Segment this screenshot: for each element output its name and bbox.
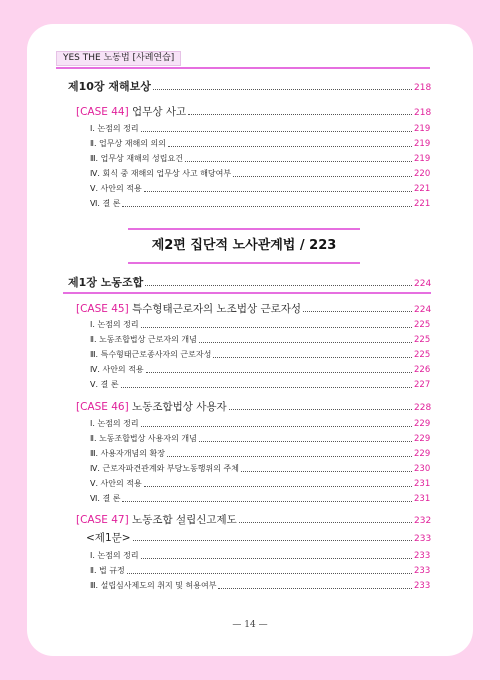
- toc-label: Ⅰ. 논점의 정리: [90, 124, 139, 133]
- toc-label: <제1문>: [86, 532, 131, 544]
- toc-label: 제1장 노동조합: [68, 276, 144, 289]
- toc-page: 219: [414, 124, 431, 134]
- toc-item[interactable]: [90, 122, 430, 136]
- leader-dots: [144, 191, 412, 192]
- leader-dots: [121, 387, 412, 388]
- toc-page: 221: [414, 199, 431, 209]
- leader-dots: [229, 409, 412, 410]
- toc-question[interactable]: [86, 531, 430, 545]
- case-title: 업무상 사고: [128, 106, 187, 118]
- leader-dots: [127, 573, 412, 574]
- toc-label: Ⅰ. 논점의 정리: [90, 419, 139, 428]
- toc-page: 226: [414, 365, 431, 375]
- toc-page: 225: [414, 335, 431, 345]
- leader-dots: [199, 342, 412, 343]
- toc-label: Ⅱ. 노동조합법상 사용자의 개념: [90, 434, 197, 443]
- part-2-heading[interactable]: 제2편 집단적 노사관계법 / 223: [128, 228, 360, 264]
- toc-item[interactable]: [90, 378, 430, 392]
- leader-dots: [241, 471, 412, 472]
- page-number: — 14 —: [232, 620, 268, 630]
- header-tag: YES THE 노동법 [사례연습]: [56, 51, 181, 66]
- leader-dots: [188, 114, 412, 115]
- leader-dots: [153, 89, 412, 90]
- toc-page: 233: [414, 534, 432, 544]
- toc-page: 231: [414, 479, 431, 489]
- toc-page: 231: [414, 494, 431, 504]
- toc-label: [76, 400, 227, 414]
- toc-page: 233: [414, 566, 431, 576]
- toc-label: Ⅴ. 사안의 적용: [90, 184, 142, 193]
- toc-label: Ⅵ. 결 론: [90, 494, 121, 503]
- toc-label: Ⅲ. 업무상 재해의 성립요건: [90, 154, 183, 163]
- toc-label: Ⅰ. 논점의 정리: [90, 551, 139, 560]
- toc-page: 233: [414, 581, 431, 591]
- toc-page: 230: [414, 464, 431, 474]
- toc-label: Ⅳ. 근로자파견관계와 부당노동행위의 주체: [90, 464, 239, 473]
- leader-dots: [141, 558, 412, 559]
- toc-case-46[interactable]: [76, 400, 430, 414]
- toc-page: 220: [414, 169, 431, 179]
- toc-page: 229: [414, 419, 431, 429]
- toc-label: Ⅵ. 결 론: [90, 199, 121, 208]
- toc-label: Ⅱ. 노동조합법상 근로자의 개념: [90, 335, 197, 344]
- toc-label: Ⅲ. 사용자개념의 확장: [90, 449, 165, 458]
- leader-dots: [133, 540, 412, 541]
- toc-item[interactable]: [90, 167, 430, 181]
- leader-dots: [141, 131, 412, 132]
- toc-label: Ⅲ. 설립심사제도의 취지 및 허용여부: [90, 581, 217, 590]
- toc-case-45[interactable]: [76, 302, 430, 316]
- toc-item[interactable]: [90, 137, 430, 151]
- toc-label: Ⅰ. 논점의 정리: [90, 320, 139, 329]
- leader-dots: [218, 588, 412, 589]
- toc-page: 229: [414, 449, 431, 459]
- toc-page: 232: [414, 516, 432, 526]
- leader-dots: [303, 311, 412, 312]
- leader-dots: [122, 206, 412, 207]
- toc-page: 228: [414, 403, 432, 413]
- toc-page: 227: [414, 380, 431, 390]
- toc-page: 219: [414, 139, 431, 149]
- toc-item[interactable]: [90, 197, 430, 211]
- toc-page: 225: [414, 350, 431, 360]
- toc-label: Ⅱ. 업무상 재해의 의의: [90, 139, 166, 148]
- toc-item[interactable]: [90, 477, 430, 491]
- leader-dots: [145, 285, 412, 286]
- toc-label: Ⅳ. 사안의 적용: [90, 365, 144, 374]
- toc-chapter-10[interactable]: [68, 80, 430, 94]
- toc-chapter-1[interactable]: [68, 276, 430, 290]
- toc-page: 225: [414, 320, 431, 330]
- toc-label: [76, 513, 237, 527]
- toc-case-44[interactable]: [76, 105, 430, 119]
- toc-item[interactable]: [90, 579, 430, 593]
- leader-dots: [199, 441, 412, 442]
- toc-item[interactable]: [90, 152, 430, 166]
- leader-dots: [122, 501, 412, 502]
- toc-page: 221: [414, 184, 431, 194]
- toc-page: 229: [414, 434, 431, 444]
- leader-dots: [167, 456, 412, 457]
- case-number: [CASE 45]: [76, 303, 129, 315]
- toc-page: 218: [414, 83, 432, 93]
- toc-item[interactable]: [90, 333, 430, 347]
- case-number: [CASE 47]: [76, 514, 129, 526]
- toc-label: 제10장 재해보상: [68, 80, 151, 93]
- leader-dots: [141, 426, 412, 427]
- toc-page: 224: [414, 279, 432, 289]
- case-number: [CASE 46]: [76, 401, 129, 413]
- leader-dots: [213, 357, 412, 358]
- toc-label: [76, 302, 301, 316]
- toc-label: Ⅴ. 사안의 적용: [90, 479, 142, 488]
- toc-case-47[interactable]: [76, 513, 430, 527]
- toc-item[interactable]: [90, 462, 430, 476]
- toc-label: Ⅲ. 특수형태근로종사자의 근로자성: [90, 350, 212, 359]
- toc-item[interactable]: [90, 447, 430, 461]
- leader-dots: [168, 146, 412, 147]
- toc-label: [76, 105, 186, 119]
- leader-dots: [185, 161, 412, 162]
- leader-dots: [144, 486, 412, 487]
- toc-item[interactable]: [90, 318, 430, 332]
- toc-item[interactable]: [90, 492, 430, 506]
- toc-page: 233: [414, 551, 431, 561]
- toc-item[interactable]: [90, 564, 430, 578]
- leader-dots: [233, 176, 412, 177]
- toc-item[interactable]: [90, 432, 430, 446]
- toc-page: 219: [414, 154, 431, 164]
- toc-label: Ⅴ. 결 론: [90, 380, 119, 389]
- header-rule: [56, 67, 430, 69]
- toc-item[interactable]: [90, 348, 430, 362]
- toc-item[interactable]: [90, 363, 430, 377]
- toc-page: 218: [414, 108, 432, 118]
- toc-label: Ⅳ. 회식 중 재해의 업무상 사고 해당여부: [90, 169, 232, 178]
- toc-page: 224: [414, 305, 432, 315]
- section-rule: [63, 292, 431, 294]
- case-title: 노동조합 설립신고제도: [128, 514, 237, 526]
- case-title: 노동조합법상 사용자: [128, 401, 227, 413]
- toc-item[interactable]: [90, 182, 430, 196]
- toc-item[interactable]: [90, 417, 430, 431]
- case-title: 특수형태근로자의 노조법상 근로자성: [128, 303, 302, 315]
- case-number: [CASE 44]: [76, 106, 129, 118]
- leader-dots: [239, 522, 412, 523]
- leader-dots: [141, 327, 412, 328]
- toc-item[interactable]: [90, 549, 430, 563]
- toc-label: Ⅱ. 법 규정: [90, 566, 125, 575]
- leader-dots: [146, 372, 412, 373]
